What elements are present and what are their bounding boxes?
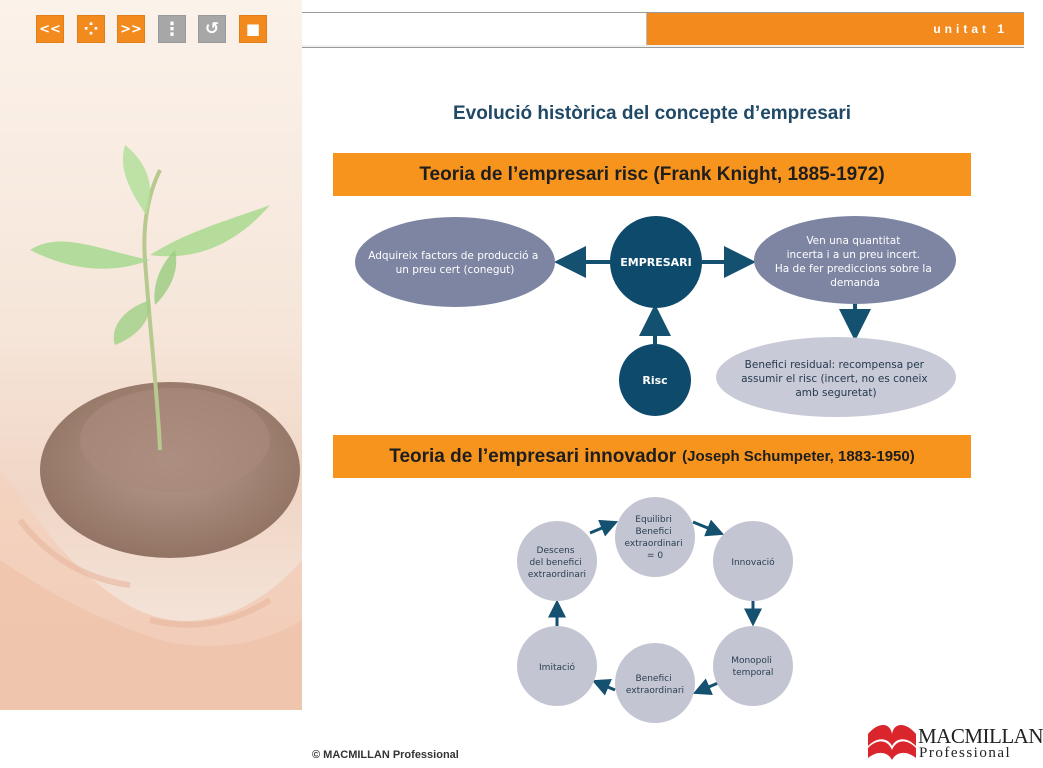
cycle-node-line: del benefici <box>529 558 582 568</box>
cycle-node-decline-text <box>528 546 586 580</box>
innovation-cycle-diagram <box>517 497 793 723</box>
cycle-node-monopoly <box>713 626 793 706</box>
cycle-node-line: Benefici <box>635 527 672 537</box>
cycle-node-line: extraordinari <box>625 686 685 696</box>
left-node-line: un preu cert (conegut) <box>395 264 515 276</box>
residual-benefit-line: assumir el risc (incert, no es coneix <box>741 373 928 385</box>
right-node-line: Ven una quantitat <box>806 235 901 247</box>
macmillan-logo-mark <box>866 716 918 764</box>
undo-arrow-icon: ↺ <box>204 19 220 39</box>
cycle-arrow <box>693 522 720 533</box>
cycle-node-line: Equilibri <box>635 515 672 525</box>
copyright-text: © MACMILLAN Professional <box>312 749 459 761</box>
right-node-line: incerta i a un preu incert. <box>786 249 921 261</box>
cycle-node-line: Imitació <box>539 663 575 673</box>
cycle-node-equilibrium <box>615 497 695 577</box>
cycle-arrow <box>590 523 614 533</box>
double-chevron-right-icon: >> <box>120 21 142 37</box>
list-icon: ⋮ <box>163 18 181 40</box>
right-node-line: Ha de fer prediccions sobre la <box>774 263 932 275</box>
cycle-node-line: Descens <box>536 546 575 556</box>
cycle-node-innovation-text <box>731 557 775 568</box>
cycle-node-line: temporal <box>732 668 774 678</box>
cycle-node-line: Monopoli <box>731 656 772 666</box>
entrepreneur-node-text: EMPRESARI <box>620 256 692 269</box>
macmillan-logo <box>866 716 1043 764</box>
cycle-node-line: = 0 <box>646 551 664 561</box>
cycle-node-line: Benefici <box>635 674 672 684</box>
risk-node-text: Risc <box>642 374 668 387</box>
section-innovator-title-main: Teoria de l’empresari innovador <box>389 445 677 467</box>
logo-word-professional: Professional <box>919 745 1012 761</box>
stop-square-icon: ■ <box>245 20 261 38</box>
right-node-line: demanda <box>830 277 880 289</box>
section-risk-title-text: Teoria de l’empresari risc (Frank Knight, 1885-1972) <box>419 163 885 185</box>
dots-grid-icon: ⁘ <box>83 18 99 40</box>
risk-diagram <box>355 216 956 417</box>
cycle-arrow <box>596 682 615 690</box>
residual-benefit-line: amb seguretat) <box>795 387 877 399</box>
cycle-node-line: extraordinari <box>624 539 683 549</box>
residual-benefit-line: Benefici residual: recompensa per <box>744 359 924 371</box>
cycle-node-line: extraordinari <box>527 570 587 580</box>
logo-word-macmillan: MACMILLAN <box>918 724 1043 748</box>
left-node-line: Adquireix factors de producció a <box>368 250 539 262</box>
cycle-node-imitation-text <box>539 662 575 673</box>
left-node-oval <box>355 217 555 307</box>
section-innovator-title-sub: (Joseph Schumpeter, 1883-1950) <box>682 448 915 465</box>
double-chevron-left-icon: << <box>39 21 61 37</box>
page-title: Evolució històrica del concepte d’empresari <box>452 103 852 124</box>
cycle-arrow <box>697 683 718 692</box>
cycle-node-line: Innovació <box>731 558 775 568</box>
unit-label: unitat 1 <box>933 22 1008 36</box>
